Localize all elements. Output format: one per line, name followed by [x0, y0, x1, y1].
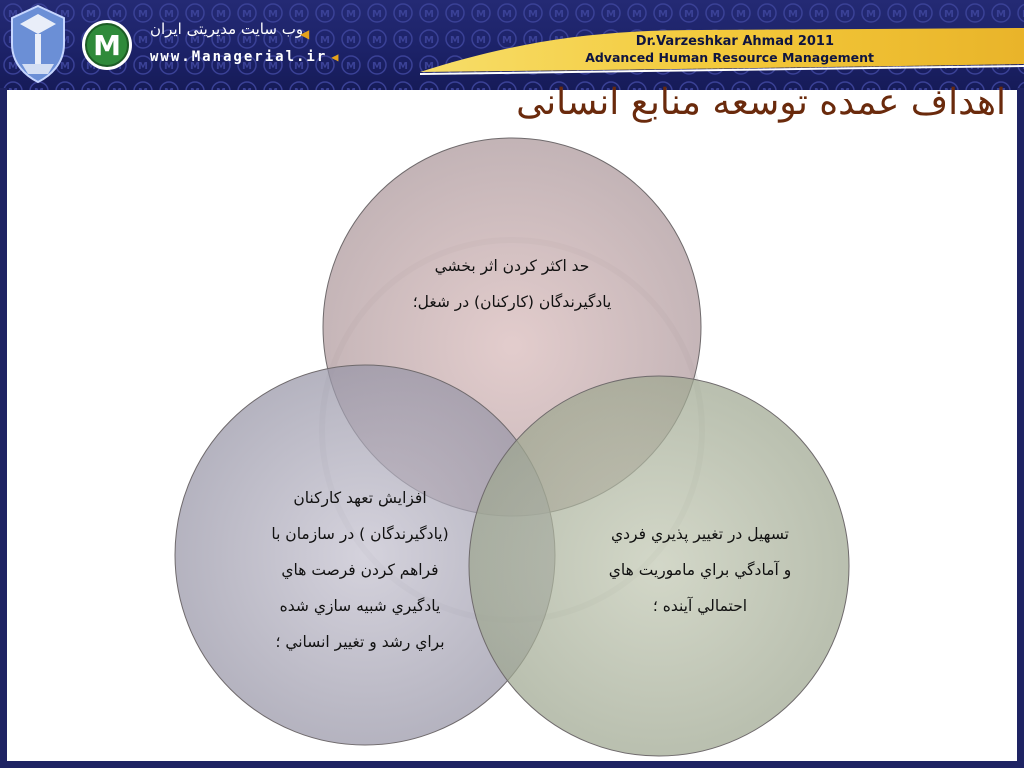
circle-left-line-1: افزايش تعهد کارکنان	[293, 489, 427, 507]
site-url-arrow-icon: ◀	[331, 50, 341, 64]
course-credit: Advanced Human Resource Management	[585, 50, 874, 65]
circle-left-line-3: فراهم کردن فرصت هاي	[281, 561, 439, 579]
circle-left-line-4: يادگيري شبيه سازي شده	[279, 597, 441, 615]
site-name-arrow-icon: ◀	[300, 27, 310, 41]
circle-right-line-3: احتمالي آينده ؛	[652, 597, 748, 615]
circle-top-line-1: حد اکثر کردن اثر بخشي	[434, 257, 590, 275]
circle-top-text	[372, 248, 652, 320]
circle-left-line-5: براي رشد و تغيير انساني ؛	[275, 633, 445, 651]
circle-top-line-2: يادگيرندگان (کارکنان) در شغل؛	[412, 293, 612, 311]
author-credit: Dr.Varzeshkar Ahmad 2011	[635, 34, 834, 49]
circle-right-line-2: و آمادگي براي ماموريت هاي	[608, 561, 792, 579]
site-url-text[interactable]: www.Managerial.ir	[150, 49, 328, 65]
circle-right-text	[570, 516, 830, 624]
site-name: وب سایت مدیریتی ایران	[150, 20, 304, 38]
circle-right-line-1: تسهيل در تغيير پذيري فردي	[611, 525, 789, 543]
circle-left-text	[205, 480, 515, 660]
slide-title: اهداف عمده توسعه منابع انسانی	[516, 82, 1006, 123]
circle-left-line-2: (يادگيرندگان ) در سازمان با	[271, 525, 449, 543]
svg-text:M: M	[93, 29, 121, 62]
